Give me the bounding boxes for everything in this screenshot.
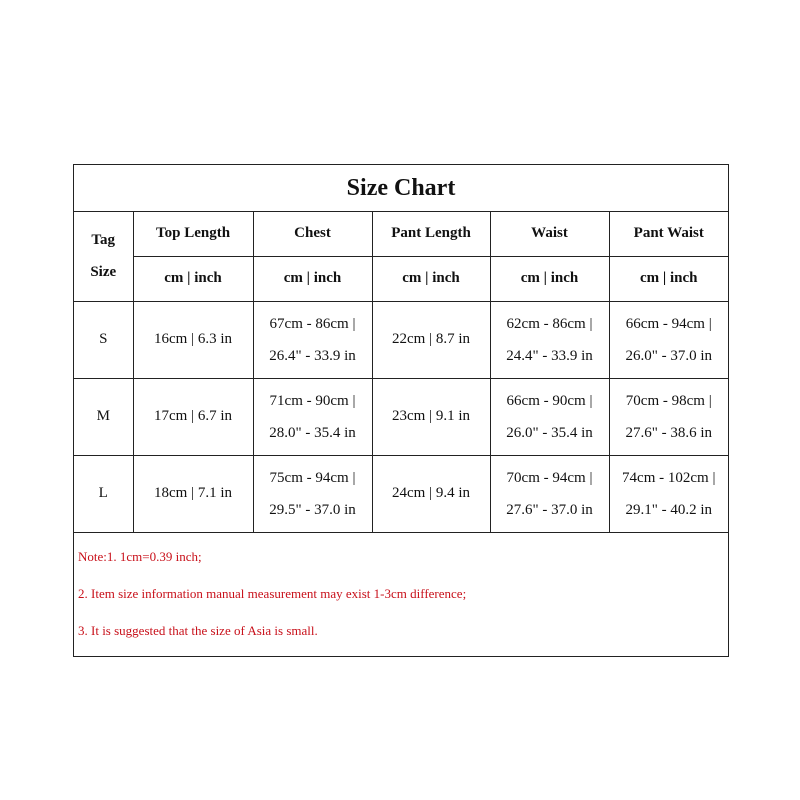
waist-cm: 62cm - 86cm |: [506, 315, 593, 332]
waist-inch: 24.4" - 33.9 in: [506, 347, 593, 364]
waist-inch: 26.0" - 35.4 in: [506, 424, 593, 441]
size-table: [74, 212, 728, 533]
column-header: Pant Waist: [609, 212, 728, 256]
unit-label: cm | inch: [372, 256, 490, 301]
size-chart: [73, 164, 729, 657]
pant-waist-inch: 29.1" - 40.2 in: [625, 501, 713, 518]
waist-inch: 27.6" - 37.0 in: [506, 501, 593, 518]
pant-waist-cell: [609, 455, 728, 532]
notes-section: [74, 533, 728, 658]
title-row: [74, 165, 728, 212]
pant-waist-cm: 66cm - 94cm |: [625, 315, 712, 332]
pant-waist-cell: [609, 301, 728, 378]
unit-label: cm | inch: [609, 256, 728, 301]
waist-cell: [490, 301, 609, 378]
column-header: Top Length: [133, 212, 253, 256]
waist-cell: [490, 455, 609, 532]
chart-title: Size Chart: [346, 174, 456, 201]
column-header: Chest: [253, 212, 372, 256]
top-length-cell: 18cm | 7.1 in: [133, 455, 253, 532]
waist-cm: 66cm - 90cm |: [506, 392, 593, 409]
chest-cm: 71cm - 90cm |: [269, 392, 356, 409]
chest-cell: [253, 455, 372, 532]
chest-inch: 28.0" - 35.4 in: [269, 424, 356, 441]
size-label: M: [74, 378, 133, 455]
table-row: [74, 301, 728, 378]
unit-label: cm | inch: [490, 256, 609, 301]
chest-cell: [253, 301, 372, 378]
chest-inch: 26.4" - 33.9 in: [269, 347, 356, 364]
note-line: 3. It is suggested that the size of Asia is small.: [78, 622, 318, 638]
tag-size-line1: Tag: [91, 232, 116, 249]
chest-cell: [253, 378, 372, 455]
tag-size-header: [74, 212, 133, 301]
waist-cm: 70cm - 94cm |: [506, 469, 593, 486]
pant-length-cell: 22cm | 8.7 in: [372, 301, 490, 378]
table-row: [74, 378, 728, 455]
column-header: Pant Length: [372, 212, 490, 256]
pant-waist-inch: 27.6" - 38.6 in: [625, 424, 713, 441]
units-row: [74, 256, 728, 301]
unit-label: cm | inch: [133, 256, 253, 301]
top-length-cell: 17cm | 6.7 in: [133, 378, 253, 455]
size-label: S: [74, 301, 133, 378]
pant-waist-cm: 70cm - 98cm |: [625, 392, 712, 409]
pant-waist-cell: [609, 378, 728, 455]
pant-length-cell: 24cm | 9.4 in: [372, 455, 490, 532]
chest-cm: 67cm - 86cm |: [269, 315, 356, 332]
chest-inch: 29.5" - 37.0 in: [269, 501, 356, 518]
pant-waist-cm: 74cm - 102cm |: [622, 469, 716, 486]
waist-cell: [490, 378, 609, 455]
pant-waist-inch: 26.0" - 37.0 in: [625, 347, 713, 364]
tag-size-line2: Size: [90, 264, 117, 281]
note-line: 2. Item size information manual measurement may exist 1-3cm difference;: [78, 585, 467, 601]
top-length-cell: 16cm | 6.3 in: [133, 301, 253, 378]
unit-label: cm | inch: [253, 256, 372, 301]
header-row: [74, 212, 728, 256]
pant-length-cell: 23cm | 9.1 in: [372, 378, 490, 455]
size-label: L: [74, 455, 133, 532]
chest-cm: 75cm - 94cm |: [269, 469, 356, 486]
column-header: Waist: [490, 212, 609, 256]
note-line: Note:1. 1cm=0.39 inch;: [78, 548, 202, 564]
table-row: [74, 455, 728, 532]
